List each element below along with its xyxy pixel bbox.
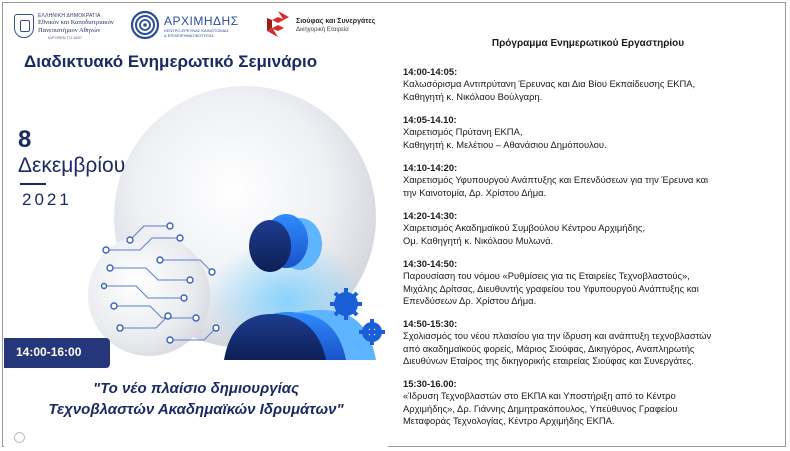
uoa-logo-line1: ΕΛΛΗΝΙΚΗ ΔΗΜΟΚΡΑΤΙΑ bbox=[38, 13, 101, 19]
archimedes-logo-sub1: ΚΕΝΤΡΟ ΕΡΕΥΝΑΣ ΚΑΙΝΟΤΟΜΙΑΣ bbox=[164, 28, 229, 33]
schedule-slot-5 bbox=[403, 258, 775, 308]
date-month: Δεκεμβρίου bbox=[18, 154, 126, 177]
slot-line: Χαιρετισμός Ακαδημαϊκού Συμβούλου Κέντρου Αρχιμήδης, bbox=[403, 222, 646, 234]
slot-line: Σχολιασμός του νέου πλαισίου για την ίδρυση και ανάπτυξη τεχνοβλαστών bbox=[403, 330, 712, 342]
slot-time: 15:30-16.00: bbox=[403, 378, 457, 389]
slot-line: την Καινοτομία, Δρ. Χρίστου Δήμα. bbox=[403, 186, 547, 198]
poster-time: 14:00-16:00 bbox=[16, 345, 82, 359]
slot-line: Μεταφοράς Τεχνολογίας, Κέντρο Αρχιμήδης ΕΚΠΑ. bbox=[403, 415, 615, 427]
slot-time: 14:20-14:30: bbox=[403, 210, 458, 221]
uoa-seal-icon bbox=[14, 14, 34, 38]
network-heads-illustration bbox=[100, 210, 388, 360]
schedule-title: Πρόγραμμα Ενημερωτικού Εργαστηρίου bbox=[491, 38, 685, 49]
schedule-slot-6 bbox=[403, 318, 775, 368]
schedule-slot-2 bbox=[403, 114, 775, 151]
poster-quote-line2: Τεχνοβλαστών Ακαδημαϊκών Ιδρυμάτων" bbox=[48, 401, 344, 418]
archimedes-logo-sub bbox=[164, 28, 229, 38]
month-underline bbox=[20, 183, 46, 185]
slot-time: 14:30-14:50: bbox=[403, 258, 458, 269]
archimedes-logo bbox=[130, 10, 250, 42]
uoa-logo-line3: Πανεπιστήμιον Αθηνών bbox=[38, 27, 101, 34]
uoa-logo-line4: ΙΔΡΥΘΕΝ ΤΟ 1837 bbox=[48, 35, 83, 40]
slot-time: 14:00-14:05: bbox=[403, 66, 458, 77]
image-control-icon[interactable] bbox=[14, 432, 25, 443]
slot-line: Χαιρετισμός Υφυπουργού Ανάπτυξης και Επενδύσεων για την Έρευνα και bbox=[403, 174, 709, 186]
slot-line: Αρχιμήδης», Δρ. Γιάννης Δημητρακόπουλος, Υπεύθυνος Γραφείου bbox=[403, 402, 678, 414]
slot-line: από ακαδημαϊκούς φορείς, Μάριος Σιούφας, Δικηγόρος, Αναπληρωτής bbox=[403, 342, 695, 354]
slot-line: Ομ. Καθηγητή κ. Νικόλαου Μυλωνά. bbox=[403, 234, 554, 246]
siouf-logo-sub: Δικηγορική Εταιρεία bbox=[296, 27, 349, 33]
schedule-slot-3 bbox=[403, 162, 775, 199]
schedule-panel bbox=[392, 0, 784, 451]
slot-time: 14:50-15:30: bbox=[403, 318, 458, 329]
date-year: 2021 bbox=[22, 190, 72, 209]
archimedes-logo-name: ΑΡΧΙΜΗΔΗΣ bbox=[164, 14, 239, 28]
slot-line: Καθηγητή κ. Νικόλαου Βούλγαρη. bbox=[403, 90, 543, 102]
uoa-logo-line2: Εθνικόν και Καποδιστριακόν bbox=[38, 19, 114, 26]
slot-line: Παρουσίαση του νόμου «Ρυθμίσεις για τις Εταιρείες Τεχνοβλαστούς», bbox=[403, 270, 690, 282]
archimedes-spiral-icon bbox=[130, 10, 160, 40]
schedule-slot-7 bbox=[403, 378, 775, 428]
slot-line: Διευθύνων Εταίρος της δικηγορικής εταιρείας Σιούφας και Συνεργάτες. bbox=[403, 355, 695, 367]
schedule-slot-1 bbox=[403, 66, 775, 103]
siouf-mark-icon bbox=[266, 10, 290, 38]
slot-line: Καθηγητή κ. Μελέτιου – Αθανάσιου Δημόπουλου. bbox=[403, 138, 607, 150]
slot-line: «Ίδρυση Τεχνοβλαστών στο ΕΚΠΑ και Υποστήριξη από το Κέντρο bbox=[403, 390, 676, 402]
slot-time: 14:05-14.10: bbox=[403, 114, 457, 125]
archimedes-logo-sub2: & ΕΠΙΧΕΙΡΗΜΑΤΙΚΟΤΗΤΑΣ bbox=[164, 33, 214, 38]
poster-title: Διαδικτυακό Ενημερωτικό Σεμινάριο bbox=[24, 52, 318, 71]
seminar-poster bbox=[4, 4, 388, 447]
slot-line: Καλωσόρισμα Αντιπρύτανη Έρευνας και Δια Βίου Εκπαίδευσης ΕΚΠΑ, bbox=[403, 78, 696, 90]
slot-line: Επενδύσεων Δρ. Χρίστου Δήμα. bbox=[403, 295, 537, 307]
schedule-slot-4 bbox=[403, 210, 775, 247]
siouf-logo bbox=[266, 10, 386, 40]
slot-line: Μιχάλης Δρίτσας, Διευθυντής γραφείου του Υφυπουργού Ανάπτυξης και bbox=[403, 282, 699, 294]
poster-quote-line1: "Το νέο πλαίσιο δημιουργίας bbox=[92, 380, 300, 397]
date-day: 8 bbox=[18, 126, 32, 153]
siouf-logo-name: Σιούφας και Συνεργάτες bbox=[296, 18, 376, 25]
uoa-logo bbox=[14, 12, 118, 40]
slot-time: 14:10-14:20: bbox=[403, 162, 458, 173]
slot-line: Χαιρετισμός Πρύτανη ΕΚΠΑ, bbox=[403, 126, 523, 138]
